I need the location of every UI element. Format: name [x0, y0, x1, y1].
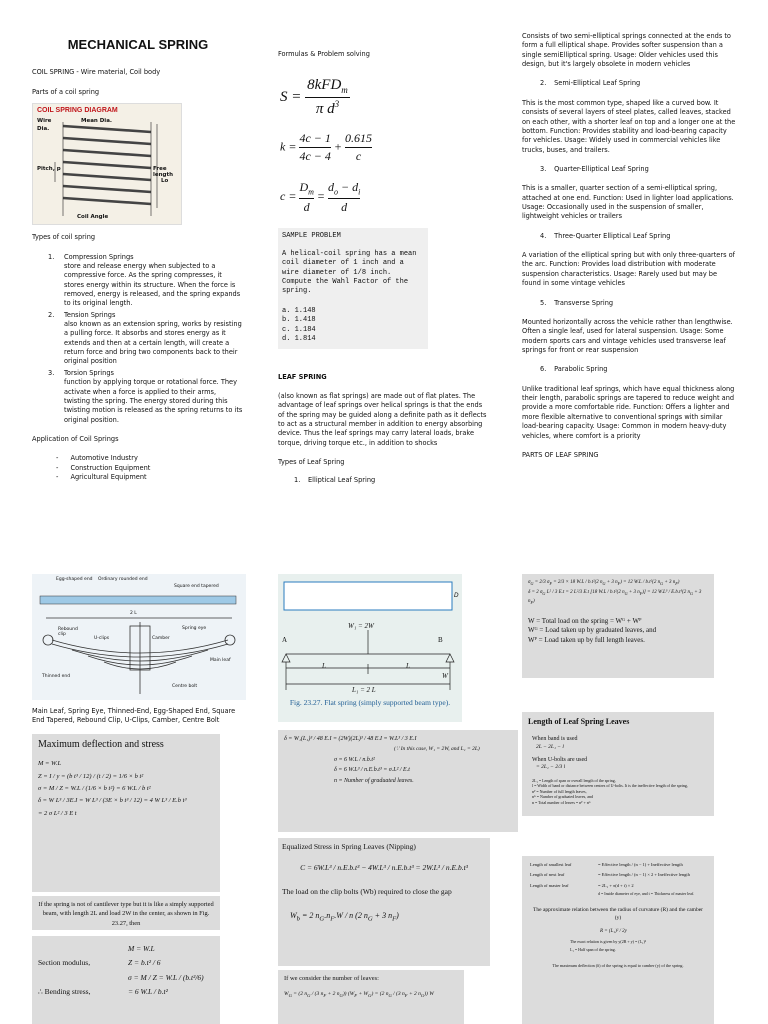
list-item: - Agricultural Equipment — [56, 473, 244, 482]
label-a: A — [282, 636, 288, 644]
len-row: Length of master leaf = 2L₁ + π(d + t) × 2 — [530, 882, 634, 888]
column-leaf-types — [522, 32, 736, 460]
deflection-box: δ = W₁(L₁)³ / 48 E.I = (2W)(2L)³ / 48 E.I = W.L³ / 3 E.I (∵ In this case, W₁ = 2W, and L₁ = 2L) σ = 6 W.L / n.b.t² δ = 6 W.L³ / n.E.b.t³ = σ.L² / E.t n = Number of graduated leaves. — [278, 730, 518, 832]
figure-caption: Fig. 23.27. Flat spring (simply supported beam type). — [289, 698, 451, 707]
diagram-heading: COIL SPRING DIAGRAM — [37, 107, 118, 115]
sample-title: SAMPLE PROBLEM — [282, 232, 341, 241]
column-formulas — [278, 50, 490, 485]
label-d: D — [454, 592, 459, 599]
label-coil-angle: Coil Angle — [77, 214, 109, 221]
approx-relation: The approximate relation between the radius of curvature (R) and the camber (y) — [533, 906, 703, 921]
leaf-type-name: Semi-Elliptical Leaf Spring — [554, 79, 641, 88]
label-egg-shaped: Egg-shaped end — [56, 577, 93, 582]
label-2l: 2 L — [130, 611, 137, 616]
parts-label: Parts of a coil spring — [32, 87, 100, 96]
page-title: MECHANICAL SPRING — [67, 37, 209, 52]
len-row: Length of next leaf = Effective length / (n − 1) × 2 + Ineffective length — [530, 872, 690, 878]
leaf-lengths-box: Length of smallest leaf = Effective length / (n − 1) + Ineffective length Length of next leaf = Effective length / (n − 1) × 2 + Ineffective length Length of master leaf = 2L₁ + π(d + t) × 2 d = Inside diameter of eye, and t = Thickness of master leaf. The approximate relation between the radius of curvature (R) and the camber (y) R = (L₁)² / 2y The exact relation is given by y(2R + y) = (L₁)² L₁ = Half span of the spring. The maximum deflection (δ) of the spring is equal to camber (y) of the spring. — [522, 856, 714, 1024]
types-leaf-label: Types of Leaf Spring — [278, 458, 345, 467]
band-used: When band is used — [532, 736, 578, 743]
list-item: 1. Compression Springs store and release energy when subjected to a compressive force. As the spring compresses, it stores energy within its structure. When the force is removed, energy is released, and the spring expands to its original length. — [48, 252, 241, 308]
applications-label: Application of Coil Springs — [32, 435, 119, 443]
elliptical-intro: Consists of two semi-elliptical springs connected at the ends to form a full elliptical shape. Provides softer suspension than a single semiElliptical spring. Usage: Older vehicles used this design, but it's largely obsolete in modern vehicles — [522, 32, 731, 69]
leaf-text: (also known as flat springs) are made out of flat plates. The advantage of leaf springs over helical springs is that the ends of the spring may be guided along a definite path as it deflects to act as a structural member in addition to energy absorbing device. Thus the leaf springs may carry lateral loads, brake torque, driving torque etc., in addition to shocks — [278, 392, 487, 447]
leaf-type-text: This is a smaller, quarter section of a semi-elliptical spring, attached at one end. Function: Used in lighter load applications. Usage: Occasionally used in the suspension of smaller, lightweight vehicles or trailers — [522, 184, 734, 221]
coil-subtitle: COIL SPRING - Wire material, Coil body — [32, 68, 161, 77]
case-note: (∵ In this case, W₁ = 2W, and L₁ = 2L) — [394, 745, 480, 752]
leaf-type-name: Quarter-Elliptical Leaf Spring — [554, 164, 649, 173]
leaf-type-text: This is the most common type, shaped like a curved bow. It consists of several layers of steel plates, called leaves, stacked on each other, with a shorter leaf on top and a longer one at the bottom. Function: Provides stability and load-bearing capacity for vehicles. Usage: Widely used in commercial vehicles like trucks, buses, and trailers. — [522, 98, 736, 154]
label-centre-bolt: Centre bolt — [172, 684, 198, 689]
label-main-leaf: Main leaf — [210, 658, 231, 663]
leaf-type-name: Transverse Spring — [554, 298, 614, 307]
label-l2: L — [406, 662, 410, 670]
total-load: W = Total load on the spring = Wᴳ + Wᴾ — [528, 616, 642, 625]
label-uclips: U-clips — [94, 636, 110, 641]
label-thinned: Thinned end — [42, 674, 71, 679]
equalized-stress-box: Equalized Stress in Spring Leaves (Nipping) C = 6W.L³ / n.E.b.t³ − 4W.L³ / n.E.b.t³ = 2W.L³ / n.E.b.t³ The load on the clip bolts (Wb) required to close the gap $W_b = 2$ $n_G.n_F.W$ / n (2 $n_G + 3$ $n_F$) — [278, 838, 490, 966]
label-mean-dia: Mean Dia. — [81, 118, 112, 125]
label-b: B — [438, 636, 443, 644]
max-def-note: The maximum deflection (δ) of the spring is equal to camber (y) of the spring. — [552, 962, 684, 968]
choice: d. 1.814 — [282, 335, 316, 344]
label-free-length: Free length — [153, 166, 174, 179]
list-item: 2. Tension Springs also known as an extension spring, works by resisting a pulling force. It absorbs and stores energy as it extends and then at a certain length, will create a return force and bring two components back to their original position — [48, 310, 242, 366]
leaf-type-name: Three-Quarter Elliptical Leaf Spring — [554, 231, 671, 240]
coil-spring-diagram — [32, 103, 182, 225]
wg-def: Wᴳ = Load taken up by graduated leaves, and — [528, 626, 657, 635]
ubolt-eq: = 2L₁ − 2/3 l — [536, 764, 566, 771]
section-modulus-box: Section modulus, ∴ Bending stress, M = W.L Z = b.t² / 6 σ = M / Z = W.L / (b.t²/6) = 6 W.L / b.t² — [32, 936, 220, 1024]
maxdef-equations: M = W.L Z = I / y = (b t³ / 12) / (t / 2) = 1/6 × b t² σ = M / Z = W.L / (1/6 × b t²) = 6 W.L / b t² δ = W L³ / 3E.I = W L³ / (3E × b t³ / 12) = 4 W L³ / E.b t³ = 2 σ L² / 3 E t — [38, 760, 187, 817]
length-leaves-box — [522, 712, 714, 816]
clip-text: The load on the clip bolts (Wb) required to close the gap — [282, 887, 452, 897]
label-spring-eye: Spring eye — [182, 626, 207, 631]
leaf-type-1: 1. Elliptical Leaf Spring — [294, 475, 376, 484]
type-text: store and release energy when subjected to a compressive force. As the spring compresses, it stores energy within its structure. When the force is removed, energy is released, and the spring expands to its original length. — [64, 261, 241, 308]
maxdef-title: Maximum deflection and stress — [38, 739, 164, 750]
list-item: 3. Torsion Springs function by applying torque or rotational force. They activate when a force is applied to their arms, twisting the spring. The energy stored during this twisting motion is released as the spring returns to its original position. — [48, 368, 243, 424]
wahl-formula: k = $\frac{4c - 1}{4c - 4}$ + $\frac{0.615}{c}$ — [280, 131, 372, 164]
stress-formula: S = 8kFD$_m$ π $d^3$ — [280, 77, 348, 118]
len-row: Length of smallest leaf = Effective length / (n − 1) + Ineffective length — [530, 862, 683, 867]
label-pitch: Pitch, p — [37, 166, 61, 173]
len-note: d = Inside diameter of eye, and t = Thickness of master leaf. — [598, 891, 695, 897]
parts-leaf-label: PARTS OF LEAF SPRING — [522, 450, 599, 459]
choice: b. 1.418 — [282, 316, 316, 325]
label-wire: Wire — [37, 118, 52, 125]
parts-caption: Main Leaf, Spring Eye, Thinned-End, Egg-Shaped End, Square End Tapered, Rebound Clip, U-Clips, Camber, Centre Bolt — [32, 707, 236, 725]
section-modulus-label: Section modulus, — [38, 958, 91, 968]
definitions: 2L₁ = Length of span or overall length of the spring, l = Width of band or distance between centres of U-bolts. It is the ineffective length of the spring, nᴾ = Number of full length leaves, nᴳ = Number of graduated leaves, and n = Total number of leaves = nᴾ + nᴳ — [532, 777, 688, 805]
leaf-type-4: 4. Three-Quarter Elliptical Leaf Spring A variation of the elliptical spring but with only three-quarters of the arc. Function: Provides load distribution with moderate suspension characteristics. Usage: Rarely used but may be found in some vintage vehicles — [522, 231, 735, 288]
equalized-title: Equalized Stress in Spring Leaves (Nipping) — [282, 842, 416, 851]
type-text: also known as an extension spring, works by resisting a pulling force. It absorbs and stores energy as it extends and then at a certain length, will create a return force and bring two components back to their original position — [64, 320, 242, 366]
coil-types-list — [32, 253, 244, 425]
type-name: Tension Springs — [64, 310, 116, 319]
leaf-title: LEAF SPRING — [278, 372, 327, 381]
label-rebound: Rebound clip — [58, 627, 78, 637]
leaf-type-6: 6. Parabolic Spring Unlike traditional leaf springs, which have equal thickness along their length, parabolic springs are tapered to reduce weight and provide a more comfortable ride. Function: Offers a lighter and more flexible alternative to conventional springs with similar load-bearing capacity. Usage: Common in modern heavy-duty vehicles, where comfort is a priority — [522, 365, 735, 440]
type-name: Torsion Springs — [64, 368, 114, 377]
cantilever-note: If the spring is not of cantilever type but it is like a simply supported beam, with length 2L and load 2W in the center, as shown in Fig. 23.27, then — [32, 896, 220, 930]
sample-text: A helical-coil spring has a mean coil diameter of 1 inch and a wire diameter of 1/8 inch. Compute the Wahl Factor of the spring. — [282, 249, 417, 296]
leaf-type-5: 5. Transverse Spring Mounted horizontally across the vehicle rather than lengthwise. Often a single leaf, used for lateral suspension. Usage: Some modern sports cars and vintage vehicles used transverse leaf springs for front or rear suspension — [522, 299, 736, 356]
type-text: function by applying torque or rotational force. They activate when a force is applied to their arms, twisting the spring. The energy stored during this twisting motion is released as the spring returns to its original position. — [64, 378, 243, 424]
leaf-type-name: Parabolic Spring — [554, 365, 608, 374]
consider-leaves: If we consider the number of leaves: — [284, 975, 379, 982]
length-title: Length of Leaf Spring Leaves — [528, 717, 630, 726]
consider-leaves-box: If we consider the number of leaves: $W_G = (2$ $n_G / (3$ $n_F + 2$ $n_G$)) $(W_F + W_G) = (2$ $n_G / (3$ $n_F + 2$ $n_G$)) W — [278, 970, 464, 1024]
choice: c. 1.184 — [282, 325, 316, 334]
label-total-length: L₁ = 2 L — [352, 686, 376, 694]
label-l1: L — [322, 662, 326, 670]
applications-list — [32, 454, 244, 482]
type-name: Compression Springs — [64, 252, 134, 261]
sample-problem-box — [278, 228, 428, 348]
formulas-label: Formulas & Problem solving — [278, 50, 370, 58]
label-dia: Dia. — [37, 126, 50, 133]
label-square: Square end tapered — [174, 584, 219, 589]
leaf-spring-diagram — [32, 574, 246, 700]
max-deflection-box — [32, 734, 220, 892]
flat-spring-figure — [278, 574, 462, 722]
leaf-type-3: 3. Quarter-Elliptical Leaf Spring This is a smaller, quarter section of a semi-elliptical spring, attached at one end. Function: Used in lighter load applications. Usage: Occasionally used in the suspension of smaller, lightweight vehicles or trailers — [522, 165, 736, 222]
column-coil — [32, 0, 244, 482]
label-camber: Camber — [152, 636, 170, 641]
list-item: - Automotive Industry — [56, 454, 244, 463]
exact-relation: The exact relation is given by y(2R + y) = (L₁)² — [570, 939, 646, 945]
leaf-type-text: Unlike traditional leaf springs, which have equal thickness along their length, parabolic springs are tapered to reduce weight and provide a more comfortable ride. Function: Offers a lighter and more flexible alternative to conventional springs with similar load-bearing capacity. Usage: Common in modern heavy-duty vehicles, where comfort is a priority — [522, 384, 735, 440]
bending-stress-label: ∴ Bending stress, — [38, 986, 91, 996]
choice: a. 1.148 — [282, 306, 316, 315]
grad-note: n = Number of graduated leaves. — [334, 778, 414, 785]
band-eq: 2L − 2L₁ − l — [536, 743, 564, 750]
leaf-type-text: A variation of the elliptical spring but with only three-quarters of the arc. Function: Provides load distribution with moderate suspension characteristics. Usage: Rarely used but may be found in some vintage vehicles — [522, 251, 735, 288]
leaf-type-2: 2. Semi-Elliptical Leaf Spring This is the most common type, shaped like a curved bow. It consists of several layers of steel plates, called leaves, stacked on each other, with a shorter leaf on top and a longer one at the bottom. Function: Provides stability and load-bearing capacity for vehicles. Usage: Widely used in commercial vehicles like trucks, buses, and trailers. — [522, 79, 736, 154]
label-w1: W₁ = 2W — [348, 622, 374, 630]
label-lo: Lo — [161, 178, 169, 185]
list-item: - Construction Equipment — [56, 464, 244, 473]
label-rounded: Ordinary rounded end — [98, 577, 148, 582]
index-formula: c = $\frac{D_m}{d}$ = $\frac{d_o - d_i}{d}$ — [280, 180, 361, 215]
leaf-type-text: Mounted horizontally across the vehicle rather than lengthwise. Often a single leaf, used for lateral suspension. Usage: Some modern sports cars and vintage vehicles used transverse leaf springs for front or rear suspension — [522, 317, 733, 354]
l1-def: L₁ = Half span of the spring. — [570, 947, 616, 953]
wf-def: Wᴾ = Load taken up by full length leaves. — [528, 636, 645, 645]
label-w: W — [442, 672, 448, 680]
ubolt-used: When U-bolts are used — [532, 756, 588, 763]
types-label: Types of coil spring — [32, 233, 96, 242]
load-split-box: $\sigma_G = 2/3$ $\sigma_F = 2/3 \times 18$ W.L / b.t²(2 $n_G + 3$ $n_F) = 12$ W.L / b.t²(2 $n_G + 3$ $n_F$) δ = 2 $\sigma_G$ L² / 3 E.t = 2 L²/3 E.t [18 W.L / b.t²(2 $n_G + 3$ $n_F)] = 12$ W.L³ / E.b.t³(2 $n_G + 3$ $n_F$) W = Total load on the spring = Wᴳ + Wᴾ Wᴳ = Load taken up by graduated leaves, and Wᴾ = Load taken up by full length leaves. — [522, 574, 714, 678]
